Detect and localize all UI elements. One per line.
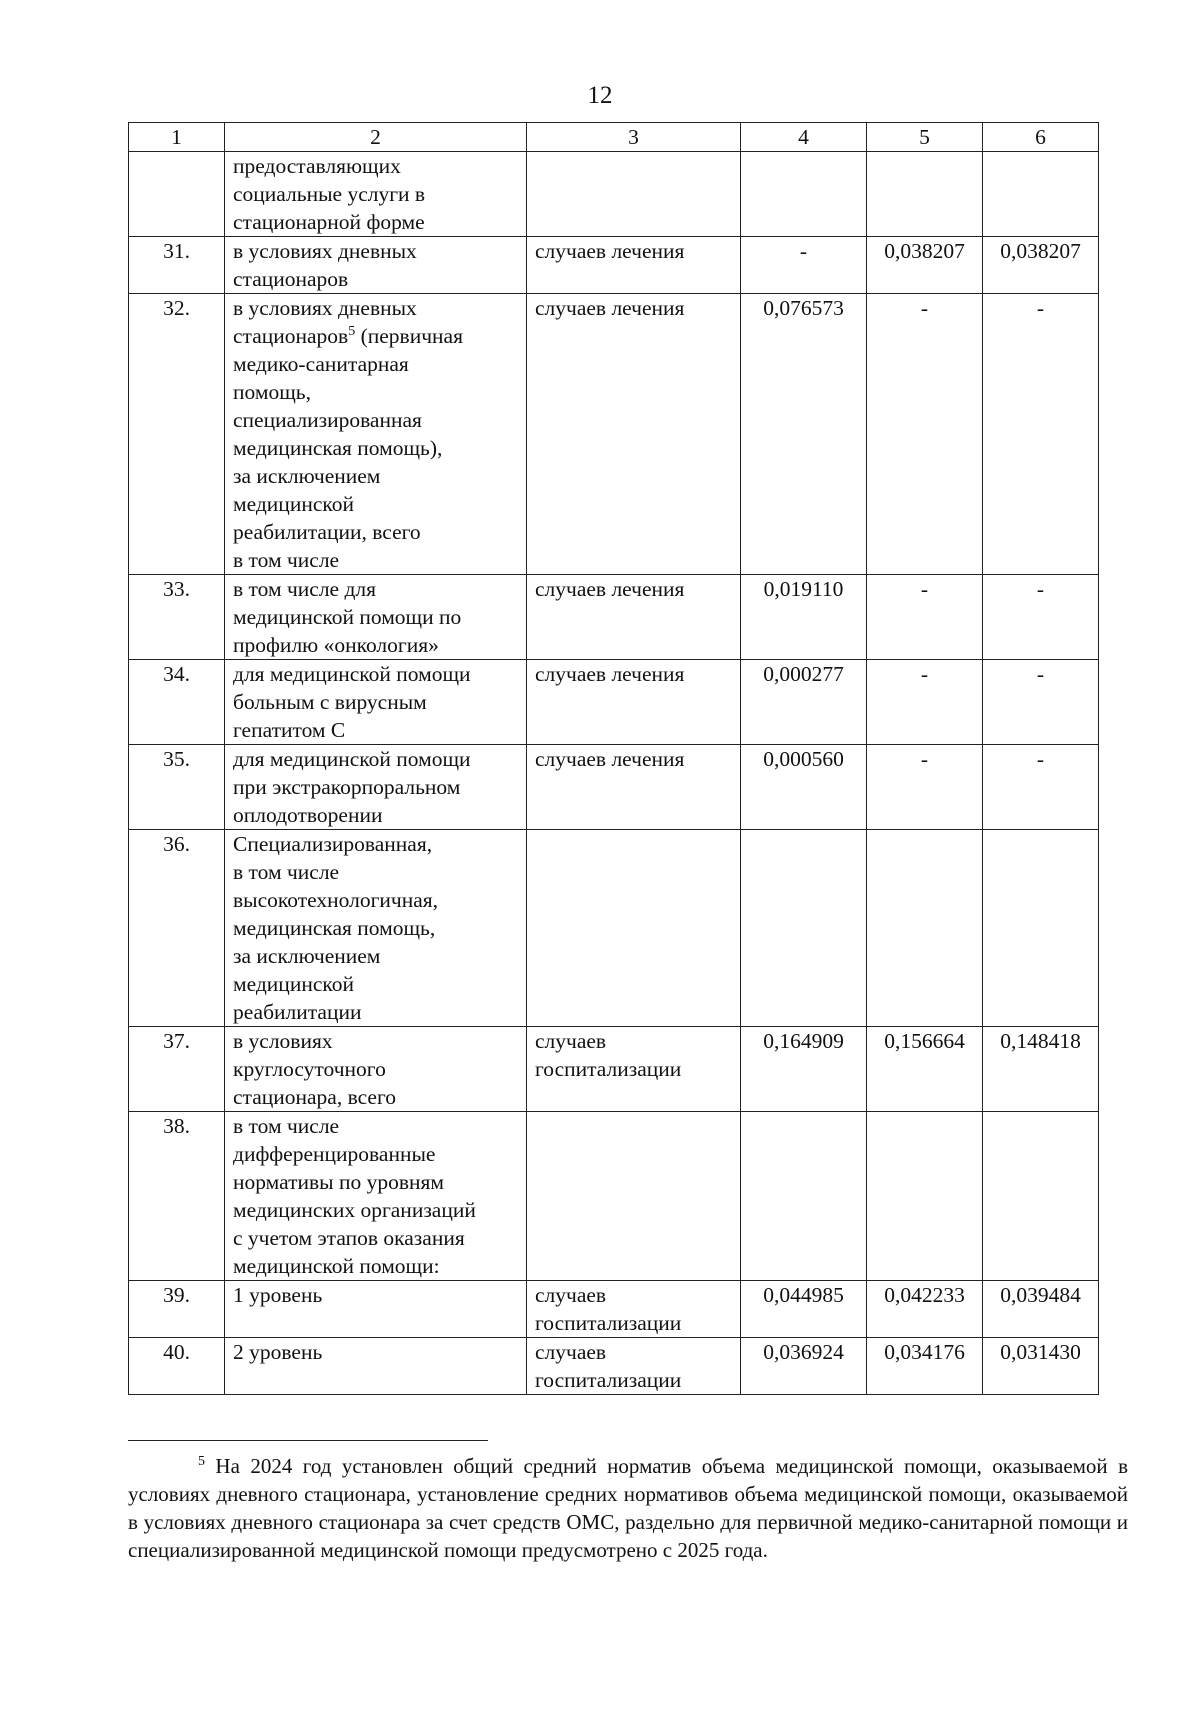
row-name-text: для медицинской помощи больным с вирусным гепатитом С [233, 662, 471, 742]
row-name [225, 830, 527, 1027]
row-number: 35. [129, 745, 225, 830]
row-unit [527, 1112, 741, 1281]
row-number: 38. [129, 1112, 225, 1281]
page-number: 12 [587, 82, 613, 109]
row-unit [527, 660, 741, 745]
table-row [129, 830, 1099, 1027]
row-value-6 [983, 830, 1099, 1027]
row-name-text: в том числе дифференцированные нормативы по уровням медицинских организаций с учетом этапов оказания медицинской помощи: [233, 1114, 476, 1278]
row-name-text: для медицинской помощи при экстракорпоральном оплодотворении [233, 747, 471, 827]
row-name-text: в том числе для медицинской помощи по профилю «онкология» [233, 577, 462, 657]
row-unit [527, 294, 741, 575]
row-name-text: предоставляющих социальные услуги в стационарной форме [233, 154, 426, 234]
header-cell: 4 [741, 123, 867, 152]
row-value-5 [867, 1112, 983, 1281]
table-row [129, 294, 1099, 575]
row-value-5: - [867, 294, 983, 575]
table-row [129, 660, 1099, 745]
row-unit [527, 1027, 741, 1112]
table-header-row [129, 123, 1099, 152]
table-row [129, 1281, 1099, 1338]
row-number: 32. [129, 294, 225, 575]
row-value-5: - [867, 745, 983, 830]
row-name-text: Специализированная, в том числе высокотехнологичная, медицинская помощь, за исключением медицинской реабилитации [233, 832, 439, 1024]
row-value-6: 0,039484 [983, 1281, 1099, 1338]
row-number: 36. [129, 830, 225, 1027]
row-value-4: 0,076573 [741, 294, 867, 575]
row-number: 34. [129, 660, 225, 745]
header-cell: 6 [983, 123, 1099, 152]
table-row [129, 745, 1099, 830]
row-value-6: - [983, 660, 1099, 745]
header-cell: 5 [867, 123, 983, 152]
row-value-5 [867, 830, 983, 1027]
row-value-4: 0,000560 [741, 745, 867, 830]
table-row [129, 1027, 1099, 1112]
row-unit [527, 1281, 741, 1338]
row-value-5: 0,156664 [867, 1027, 983, 1112]
row-value-4 [741, 1112, 867, 1281]
row-value-4 [741, 152, 867, 237]
row-name-text: в условиях дневных стационаров [233, 239, 417, 291]
row-value-4: 0,036924 [741, 1338, 867, 1395]
row-value-5: 0,038207 [867, 237, 983, 294]
row-unit [527, 237, 741, 294]
row-name [225, 1112, 527, 1281]
row-name-text: 2 уровень [233, 1340, 323, 1364]
row-value-5 [867, 152, 983, 237]
row-unit [527, 152, 741, 237]
row-number: 31. [129, 237, 225, 294]
footnote-separator [128, 1440, 488, 1441]
row-value-5: - [867, 575, 983, 660]
table-row [129, 1112, 1099, 1281]
row-name [225, 294, 527, 575]
row-value-5: 0,034176 [867, 1338, 983, 1395]
footnote-marker: 5 [198, 1454, 205, 1469]
header-cell: 3 [527, 123, 741, 152]
row-name [225, 1281, 527, 1338]
row-name [225, 237, 527, 294]
row-unit-text: случаев госпитализации [535, 1340, 682, 1392]
row-name-part: (первичная медико-санитарная помощь, специализированная медицинская помощь), за исключением медицинской реабилитации, всего в том числе [233, 324, 463, 572]
row-value-6 [983, 1112, 1099, 1281]
row-name [225, 1338, 527, 1395]
row-name-part: в условиях дневных стационаров [233, 296, 417, 348]
row-unit [527, 1338, 741, 1395]
row-name-text: 1 уровень [233, 1283, 323, 1307]
row-value-6: - [983, 294, 1099, 575]
row-value-6: - [983, 745, 1099, 830]
row-number [129, 152, 225, 237]
row-unit-text: случаев госпитализации [535, 1283, 682, 1335]
table-row [129, 1338, 1099, 1395]
row-name [225, 152, 527, 237]
table-row [129, 152, 1099, 237]
row-value-6: - [983, 575, 1099, 660]
row-value-4: 0,000277 [741, 660, 867, 745]
header-cell: 2 [225, 123, 527, 152]
row-number: 37. [129, 1027, 225, 1112]
footnote-body [128, 1452, 1128, 1564]
row-value-4 [741, 830, 867, 1027]
row-name [225, 575, 527, 660]
footnote-text: На 2024 год установлен общий средний норматив объема медицинской помощи, оказываемой в условиях дневного стационара, установление средних нормативов объема медицинской помощи, оказываемой в условиях дневного стационара за счет средств ОМС, раздельно для первичной медико-санитарной помощи и специализированной медицинской помощи предусмотрено с 2025 года. [128, 1454, 1129, 1562]
footnote [128, 1452, 1128, 1564]
row-unit-text: случаев лечения [535, 239, 685, 263]
row-unit-text: случаев лечения [535, 662, 685, 686]
row-value-4: 0,044985 [741, 1281, 867, 1338]
row-name [225, 745, 527, 830]
row-value-5: - [867, 660, 983, 745]
row-unit-text: случаев госпитализации [535, 1029, 682, 1081]
row-unit-text: случаев лечения [535, 747, 685, 771]
row-value-4: 0,164909 [741, 1027, 867, 1112]
row-value-6: 0,148418 [983, 1027, 1099, 1112]
row-name-text [233, 296, 463, 572]
row-unit [527, 575, 741, 660]
footnote-ref: 5 [348, 323, 356, 339]
row-value-5: 0,042233 [867, 1281, 983, 1338]
row-unit [527, 830, 741, 1027]
row-number: 40. [129, 1338, 225, 1395]
row-name-text: в условиях круглосуточного стационара, всего [233, 1029, 397, 1109]
row-value-6 [983, 152, 1099, 237]
row-unit [527, 745, 741, 830]
row-unit-text: случаев лечения [535, 577, 685, 601]
header-cell: 1 [129, 123, 225, 152]
row-number: 33. [129, 575, 225, 660]
row-number: 39. [129, 1281, 225, 1338]
row-value-4: 0,019110 [741, 575, 867, 660]
row-value-6: 0,038207 [983, 237, 1099, 294]
row-name [225, 1027, 527, 1112]
row-name [225, 660, 527, 745]
row-value-6: 0,031430 [983, 1338, 1099, 1395]
row-unit-text: случаев лечения [535, 296, 685, 320]
table-row [129, 575, 1099, 660]
table-row [129, 237, 1099, 294]
row-value-4: - [741, 237, 867, 294]
standards-table [128, 122, 1099, 1395]
